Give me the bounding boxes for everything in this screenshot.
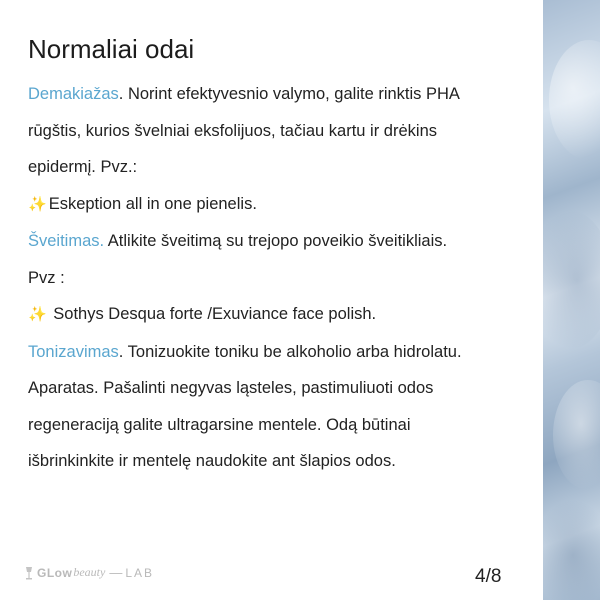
line-text: Sothys Desqua forte /Exuviance face polish.: [48, 305, 377, 323]
line-text: Atlikite šveitimą su trejopo poveikio šveitikliais.: [104, 232, 448, 250]
logo-beauty: beauty: [73, 565, 106, 579]
line-text: Pvz :: [28, 268, 65, 287]
body-text: [28, 76, 538, 480]
rose-photo-strip: [543, 0, 600, 600]
line-text: epidermį. Pvz.:: [28, 158, 138, 176]
text-line: [28, 113, 538, 150]
sparkles-icon: ✨: [28, 306, 47, 323]
logo-lab: LAB: [125, 566, 155, 580]
line-text: rūgštis, kurios švelniai eksfolijuos, tačiau kartu ir drėkins: [28, 121, 437, 140]
line-text: išbrinkinkite ir mentelę naudokite ant šlapios odos.: [28, 452, 396, 470]
line-text: regeneraciją galite ultragarsine mentele. Odą būtinai: [28, 415, 411, 434]
page-number: 4/8: [475, 566, 502, 587]
line-text: . Norint efektyvesnio valymo, galite rinktis PHA: [118, 85, 460, 103]
petal-highlight: [549, 40, 600, 160]
text-line: [28, 149, 538, 186]
petal-highlight: [553, 380, 600, 490]
line-text: Aparatas. Pašalinti negyvas ląsteles, pastimuliuoti odos: [28, 379, 434, 397]
petal-shadow: [543, 500, 600, 600]
sparkles-icon: ✨: [28, 195, 47, 213]
section-heading-tonizavimas: Tonizavimas: [28, 342, 119, 361]
text-line: [28, 334, 538, 371]
brand-logo: [24, 565, 154, 580]
text-line: [28, 223, 538, 260]
lamp-icon: [24, 566, 34, 580]
logo-dash: —: [109, 565, 123, 580]
text-line: [28, 443, 538, 480]
logo-glow: GLow: [37, 566, 73, 580]
petal-shadow: [543, 210, 600, 350]
section-heading-demakiazas: Demakiažas: [28, 85, 119, 103]
line-text: Eskeption all in one pienelis.: [48, 194, 257, 213]
page-title: Normaliai odai: [28, 34, 195, 64]
text-line: [28, 260, 538, 297]
text-line: [28, 186, 538, 224]
text-line: [28, 76, 538, 113]
text-line: [28, 407, 538, 444]
text-line: [28, 296, 538, 334]
line-text: . Tonizuokite toniku be alkoholio arba hidrolatu.: [118, 342, 462, 361]
section-heading-sveitimas: Šveitimas.: [28, 232, 105, 250]
text-line: [28, 370, 538, 407]
